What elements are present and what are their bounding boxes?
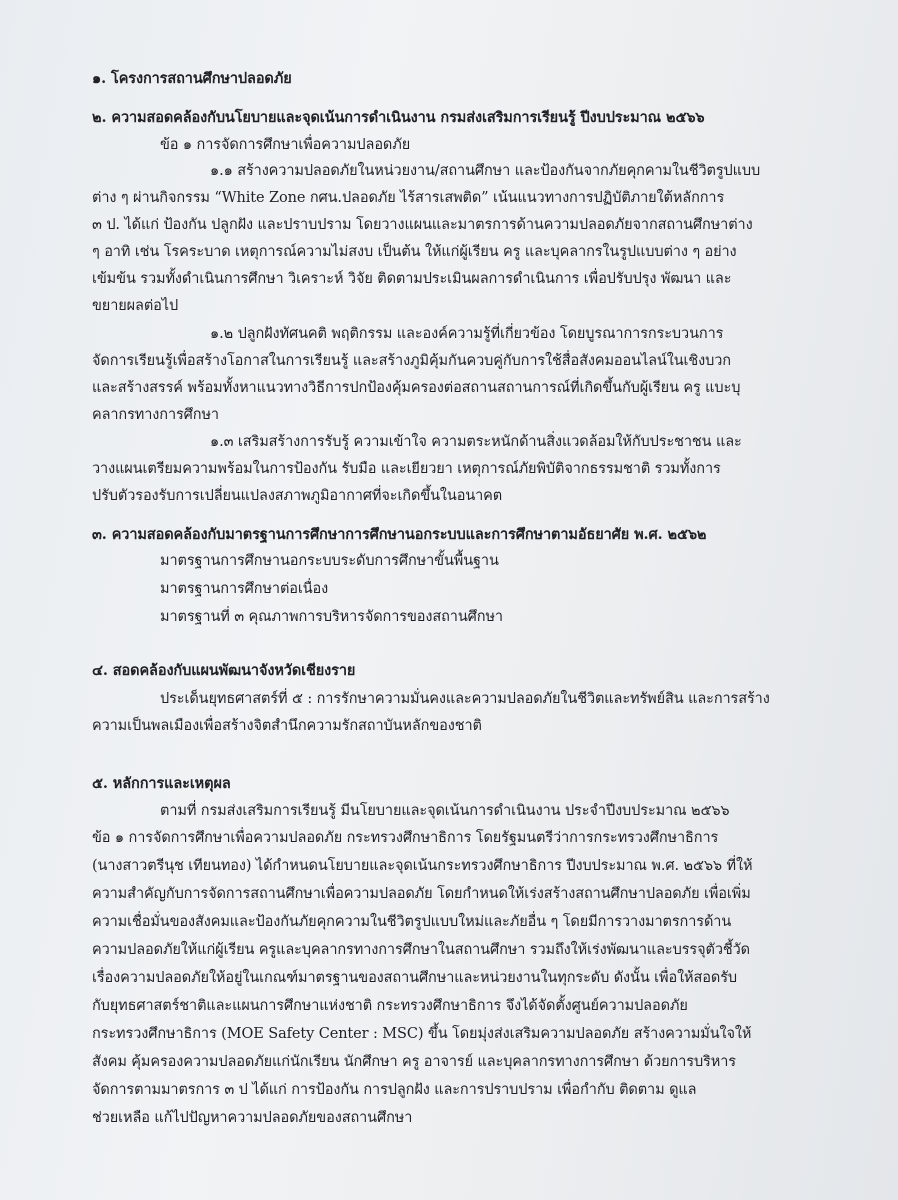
section2-line: วางแผนเตรียมความพร้อมในการป้องกัน รับมือ และเยียวยา เหตุการณ์ภัยพิบัติจากธรรมชาติ รวมทั้งการ <box>92 461 721 477</box>
section4-line: ความเป็นพลเมืองเพื่อสร้างจิตสำนึกความรักสถาบันหลักของชาติ <box>92 718 482 734</box>
section2-line: ๓ ป. ได้แก่ ป้องกัน ปลูกฝัง และปราบปราม โดยวางแผนและมาตรการด้านความปลอดภัยจากสถานศึกษาต่าง <box>92 217 753 233</box>
section2-line: เข้มข้น รวมทั้งดำเนินการศึกษา วิเคราะห์ วิจัย ติดตามประเมินผลการดำเนินการ เพื่อปรับปรุง พัฒนา และ <box>92 271 732 287</box>
section2-line: ๑.๓ เสริมสร้างการรับรู้ ความเข้าใจ ความตระหนักด้านสิ่งแวดล้อมให้กับประชาชน และ <box>210 434 742 450</box>
section5-line: ความสำคัญกับการจัดการสถานศึกษาเพื่อความปลอดภัย โดยกำหนดให้เร่งสร้างสถานศึกษาปลอดภัย เพื่อเพิ่ม <box>92 886 751 902</box>
section3-line: มาตรฐานการศึกษานอกระบบระดับการศึกษาขั้นพื้นฐาน <box>160 553 499 569</box>
section3-line: มาตรฐานที่ ๓ คุณภาพการบริหารจัดการของสถานศึกษา <box>160 609 503 625</box>
section5-line: ตามที่ กรมส่งเสริมการเรียนรู้ มีนโยบายและจุดเน้นการดำเนินงาน ประจำปีงบประมาณ ๒๕๖๖ <box>160 803 730 819</box>
section2-line: จัดการเรียนรู้เพื่อสร้างโอกาสในการเรียนรู้ และสร้างภูมิคุ้มกันควบคู่กับการใช้สื่อสังคมออนไลน์ในเชิงบวก <box>92 353 731 369</box>
section2-line: ต่าง ๆ ผ่านกิจกรรม “White Zone กศน.ปลอดภัย ไร้สารเสพติด” เน้นแนวทางการปฏิบัติภายใต้หลักการ <box>92 190 725 206</box>
document-title: ๑. โครงการสถานศึกษาปลอดภัย <box>92 70 292 87</box>
section5-line: จัดการตามมาตรการ ๓ ป ได้แก่ การป้องกัน การปลูกฝัง และการปราบปราม เพื่อกำกับ ติดตาม ดูแล <box>92 1082 697 1098</box>
section2-line: คลากรทางการศึกษา <box>92 407 219 423</box>
section5-line: กับยุทธศาสตร์ชาติและแผนการศึกษาแห่งชาติ กระทรวงศึกษาธิการ จึงได้จัดตั้งศูนย์ความปลอดภัย <box>92 998 688 1014</box>
section2-line: และสร้างสรรค์ พร้อมทั้งหาแนวทางวิธีการปกป้องคุ้มครองต่อสถานสถานการณ์ที่เกิดขึ้นกับผู้เรียน ครู แบะบุ <box>92 380 741 396</box>
section5-line: ช่วยเหลือ แก้ไปปัญหาความปลอดภัยของสถานศึกษา <box>92 1110 413 1126</box>
section4-line: ประเด็นยุทธศาสตร์ที่ ๕ : การรักษาความมั่นคงและความปลอดภัยในชีวิตและทรัพย์สิน และการสร้าง <box>160 691 770 707</box>
section5-line: ความปลอดภัยให้แก่ผู้เรียน ครูและบุคลากรทางการศึกษาในสถานศึกษา รวมถึงให้เร่งพัฒนาและบรรจุตัวชี้วัด <box>92 942 750 958</box>
section5-line: เรื่องความปลอดภัยให้อยู่ในเกณฑ์มาตรฐานของสถานศึกษาและหน่วยงานในทุกระดับ ดังนั้น เพื่อให้สอดรับ <box>92 970 737 986</box>
section3-heading: ๓. ความสอดคล้องกับมาตรฐานการศึกษาการศึกษานอกระบบและการศึกษาตามอัธยาศัย พ.ศ. ๒๕๖๒ <box>92 526 707 543</box>
section2-item: ข้อ ๑ การจัดการศึกษาเพื่อความปลอดภัย <box>160 137 411 153</box>
section3-line: มาตรฐานการศึกษาต่อเนื่อง <box>160 581 329 597</box>
section2-line: ๆ อาทิ เช่น โรคระบาด เหตุการณ์ความไม่สงบ เป็นต้น ให้แก่ผู้เรียน ครู และบุคลากรในรูปแบบต่าง ๆ อย่าง <box>92 244 737 260</box>
section2-line: ขยายผลต่อไป <box>92 298 179 314</box>
section2-line: ๑.๑ สร้างความปลอดภัยในหน่วยงาน/สถานศึกษา และป้องกันจากภัยคุกคามในชีวิตรูปแบบ <box>210 163 761 179</box>
section2-line: ๑.๒ ปลูกฝังทัศนคติ พฤติกรรม และองค์ความรู้ที่เกี่ยวข้อง โดยบูรณาการกระบวนการ <box>210 326 724 342</box>
section4-heading: ๔. สอดคล้องกับแผนพัฒนาจังหวัดเชียงราย <box>92 662 356 679</box>
section5-line: กระทรวงศึกษาธิการ (MOE Safety Center : MSC) ขึ้น โดยมุ่งส่งเสริมความปลอดภัย สร้างความมั่นใจให้ <box>92 1026 752 1042</box>
section2-line: ปรับตัวรองรับการเปลี่ยนแปลงสภาพภูมิอากาศที่จะเกิดขึ้นในอนาคต <box>92 488 503 504</box>
section5-line: สังคม คุ้มครองความปลอดภัยแก่นักเรียน นักศึกษา ครู อาจารย์ และบุคลากรทางการศึกษา ด้วยการบริหาร <box>92 1054 736 1070</box>
section5-line: ข้อ ๑ การจัดการศึกษาเพื่อความปลอดภัย กระทรวงศึกษาธิการ โดยรัฐมนตรีว่าการกระทรวงศึกษาธิการ <box>92 830 719 846</box>
section2-heading: ๒. ความสอดคล้องกับนโยบายและจุดเน้นการดำเนินงาน กรมส่งเสริมการเรียนรู้ ปีงบประมาณ ๒๕๖๖ <box>92 109 705 126</box>
section5-line: ความเชื่อมั่นของสังคมและป้องกันภัยคุกความในชีวิตรูปแบบใหม่และภัยอื่น ๆ โดยมีการวางมาตรการด้าน <box>92 914 732 930</box>
section5-line: (นางสาวตรีนุช เทียนทอง) ได้กำหนดนโยบายและจุดเน้นกระทรวงศึกษาธิการ ปีงบประมาณ พ.ศ. ๒๕๖๖ ที่ให้ <box>92 858 753 874</box>
section5-heading: ๕. หลักการและเหตุผล <box>92 775 231 792</box>
